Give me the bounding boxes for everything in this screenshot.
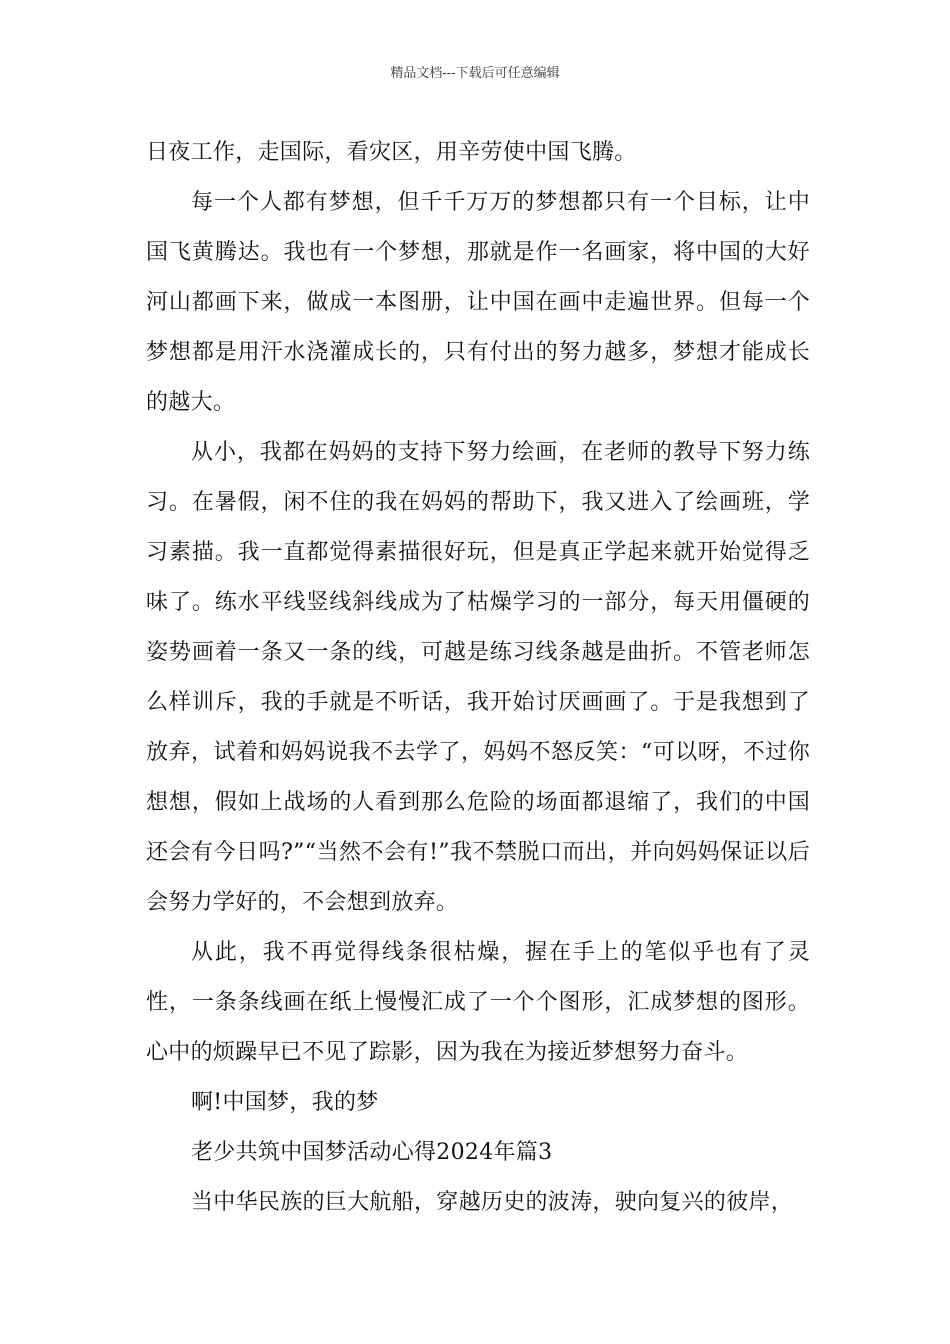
exclamation-line: 啊!中国梦，我的梦 bbox=[191, 1090, 379, 1115]
page-header: 精品文档---下载后可任意编辑 bbox=[390, 66, 560, 81]
paragraph: 日夜工作，走国际，看灾区，用辛劳使中国飞腾。 bbox=[146, 140, 637, 165]
paragraph: 从小，我都在妈妈的支持下努力绘画，在老师的教导下努力练习。在暑假，闲不住的我在妈妈的帮助下，我又进入了绘画班，学习素描。我一直都觉得素描很好玩，但是真正学起来就开始觉得乏味了。练水平线竖线斜线成为了枯燥学习的一部分，每天用僵硬的姿势画着一条又一条的线，可越是练习线条越是曲折。不管老师怎么样训斥，我的手就是不听话，我开始讨厌画画了。于是我想到了放弃，试着和妈妈说我不去学了，妈妈不怒反笑：“可以呀，不过你想想，假如上战场的人看到那么危险的场面都退缩了，我们的中国还会有今日吗?”“当然不会有!”我不禁脱口而出，并向妈妈保证以后会努力学好的，不会想到放弃。 bbox=[146, 440, 810, 915]
document-body bbox=[146, 128, 810, 1228]
paragraph: 每一个人都有梦想，但千千万万的梦想都只有一个目标，让中国飞黄腾达。我也有一个梦想，那就是作一名画家，将中国的大好河山都画下来，做成一本图册，让中国在画中走遍世界。但每一个梦想都是用汗水浇灌成长的，只有付出的努力越多，梦想才能成长的越大。 bbox=[146, 190, 810, 415]
section-title: 老少共筑中国梦活动心得2024年篇3 bbox=[191, 1140, 553, 1165]
paragraph: 从此，我不再觉得线条很枯燥，握在手上的笔似乎也有了灵性，一条条线画在纸上慢慢汇成了一个个图形，汇成梦想的图形。心中的烦躁早已不见了踪影，因为我在为接近梦想努力奋斗。 bbox=[146, 940, 810, 1065]
paragraph: 当中华民族的巨大航船，穿越历史的波涛，驶向复兴的彼岸， bbox=[191, 1190, 794, 1215]
